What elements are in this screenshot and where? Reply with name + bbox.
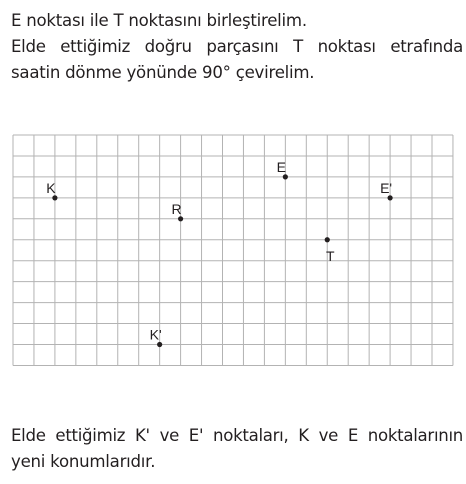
conclusion-line-1: Elde ettiğimiz K' ve E' noktaları, K ve E noktalarının: [11, 426, 463, 445]
point-label-t: T: [325, 247, 335, 264]
point-label-k-prime: K': [149, 326, 162, 343]
point-label-e-prime: E': [380, 179, 393, 196]
point-label-r: R: [171, 200, 182, 217]
point-label-k: K: [46, 179, 56, 196]
point-t: [325, 237, 330, 242]
point-e: [283, 174, 288, 179]
point-label-e: E: [276, 158, 287, 175]
conclusion-text: [11, 423, 463, 475]
point-e-prime: [388, 195, 393, 200]
point-r: [178, 216, 183, 221]
grid-background: [13, 135, 453, 365]
conclusion-line-2: yeni konumlarıdır.: [11, 452, 156, 471]
point-k-prime: [157, 342, 162, 347]
instruction-line-2: Elde ettiğimiz doğru parçasını T noktası etrafında: [11, 37, 463, 56]
instruction-line-3: saatin dönme yönünde 90° çevirelim.: [11, 63, 315, 82]
instruction-line-1: E noktası ile T noktasını birleştirelim.: [11, 11, 307, 30]
point-k: [52, 195, 57, 200]
